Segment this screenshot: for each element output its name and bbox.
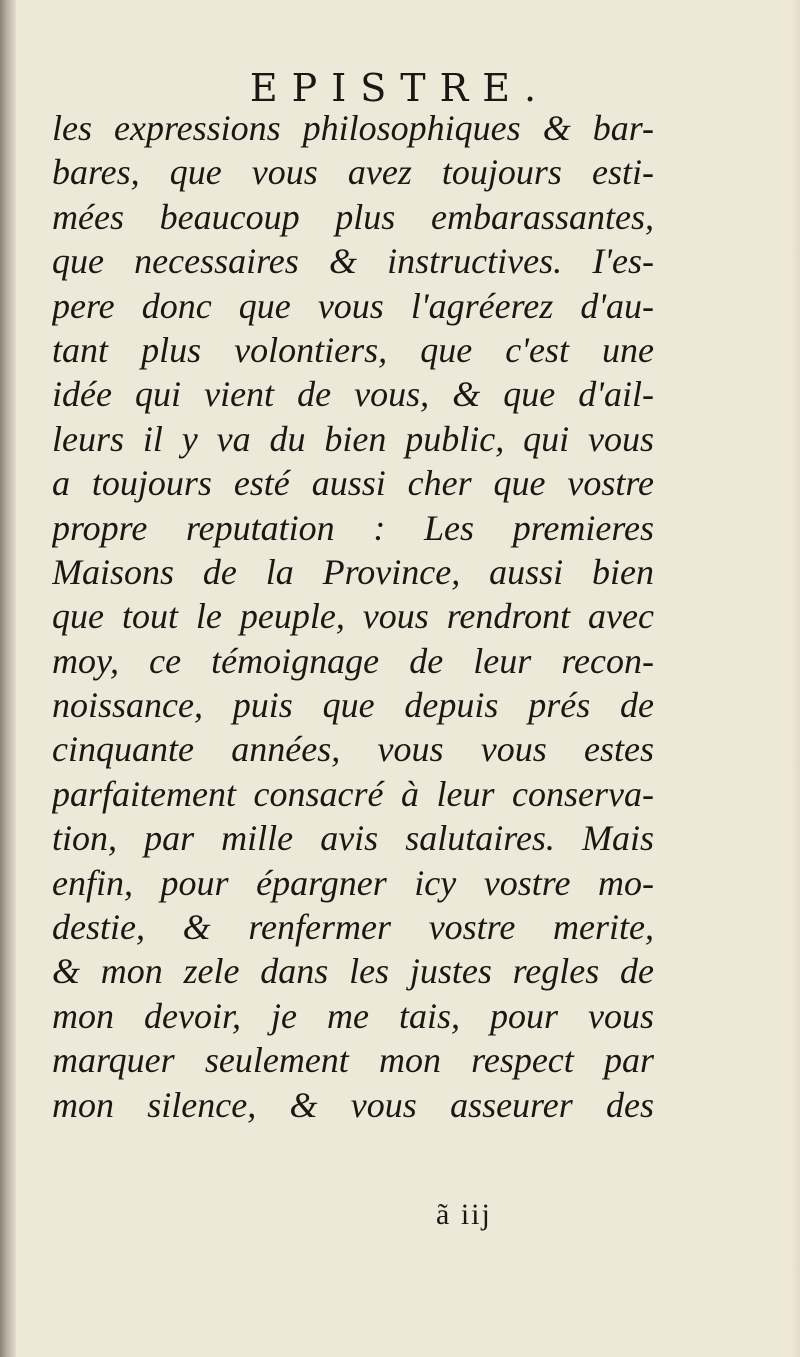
text-line: Maisons de la Province, aussi bien <box>52 551 654 592</box>
page-edge <box>790 0 800 1357</box>
text-line: cinquante années, vous vous estes <box>52 729 654 770</box>
text-line: leurs il y va du bien public, qui vous <box>52 418 654 459</box>
text-line: moy, ce témoignage de leur recon- <box>52 640 654 681</box>
text-line: tant plus volontiers, que c'est une <box>52 329 654 370</box>
text-line: idée qui vient de vous, & que d'ail- <box>52 374 654 415</box>
text-line: enfin, pour épargner icy vostre mo- <box>52 862 654 903</box>
text-line: parfaitement consacré à leur conserva- <box>52 773 654 814</box>
text-line: pere donc que vous l'agréerez d'au- <box>52 285 654 326</box>
text-line: bares, que vous avez toujours esti- <box>52 152 654 193</box>
text-line: & mon zele dans les justes regles de <box>52 951 654 992</box>
text-line: que necessaires & instructives. I'es- <box>52 241 654 282</box>
text-line: propre reputation : Les premieres <box>52 507 654 548</box>
text-line: que tout le peuple, vous rendront avec <box>52 596 654 637</box>
signature-mark: ã iij <box>436 1198 492 1231</box>
page-spine-shadow <box>0 0 16 1357</box>
running-head: EPISTRE. <box>249 66 551 110</box>
text-line: les expressions philosophiques & bar- <box>52 108 654 148</box>
text-line: noissance, puis que depuis prés de <box>52 685 654 726</box>
text-line: a toujours esté aussi cher que vostre <box>52 463 654 504</box>
text-line: tion, par mille avis salutaires. Mais <box>52 818 654 859</box>
text-line: mon devoir, je me tais, pour vous <box>52 995 654 1036</box>
text-line: marquer seulement mon respect par <box>52 1040 654 1081</box>
text-line: mées beaucoup plus embarassantes, <box>52 196 654 237</box>
body-text <box>52 106 654 1127</box>
text-line: mon silence, & vous asseurer des <box>52 1084 654 1125</box>
text-line: destie, & renfermer vostre merite, <box>52 907 654 948</box>
